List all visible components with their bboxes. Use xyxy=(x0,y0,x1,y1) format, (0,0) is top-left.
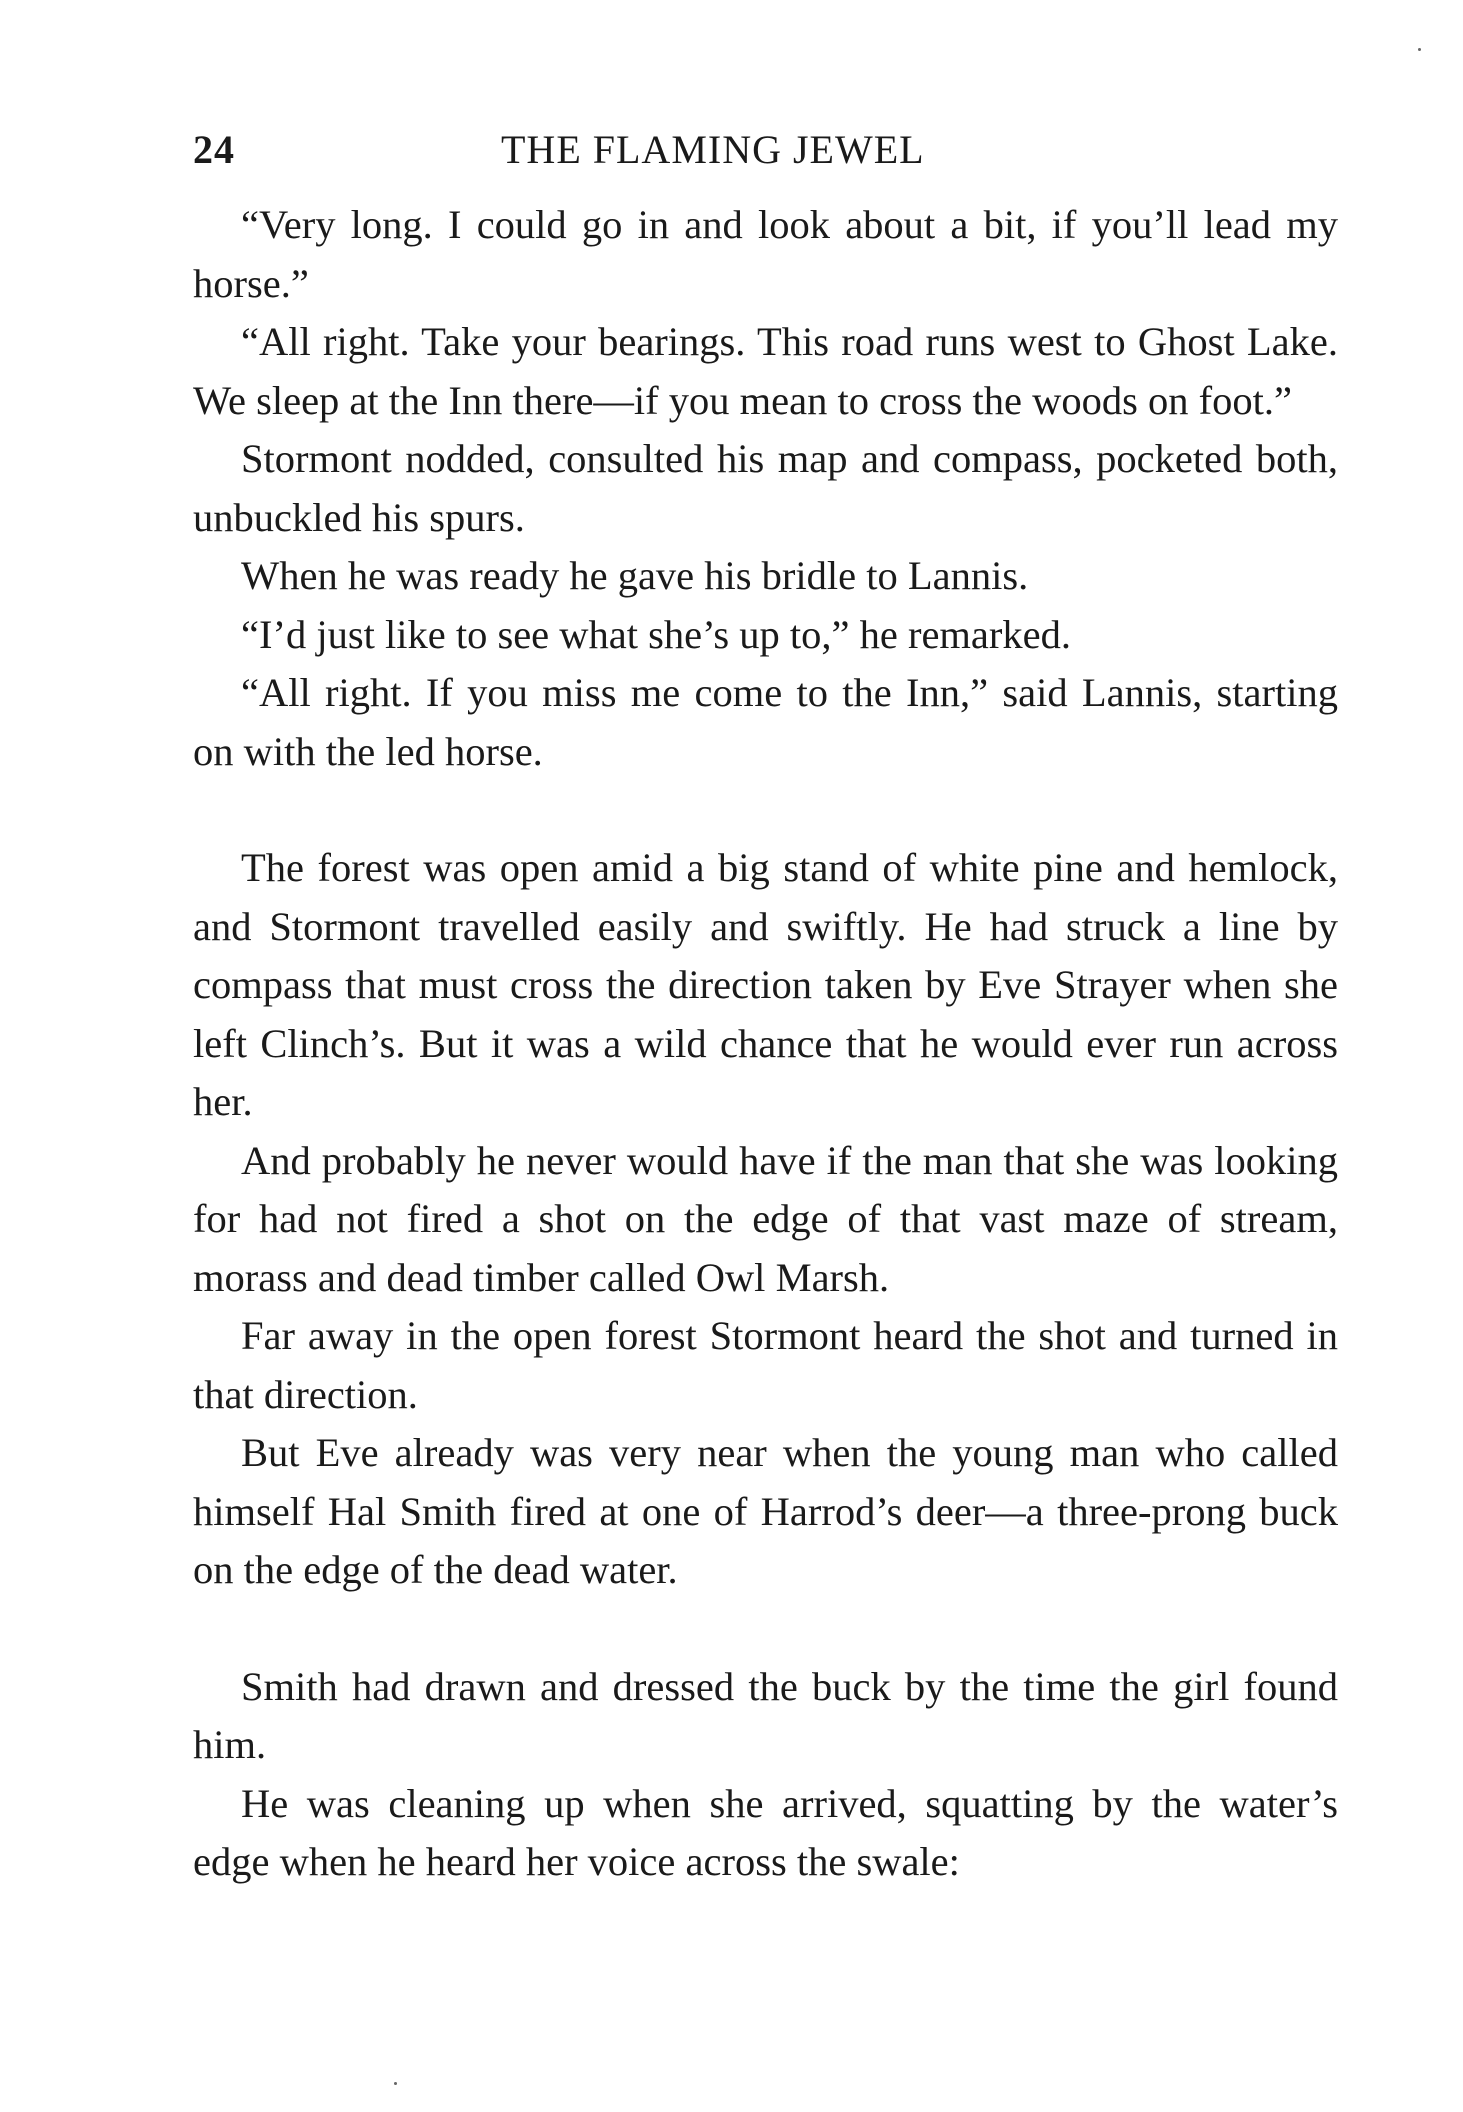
paragraph: “I’d just like to see what she’s up to,” he remarked. xyxy=(241,611,1071,657)
paragraph: “All right. Take your bearings. This road runs west to Ghost Lake. We sleep at the Inn there—if you mean to cross the woods on foot.” xyxy=(193,319,1338,423)
book-title: THE FLAMING JEWEL xyxy=(501,127,925,172)
paragraph: Stormont nodded, consulted his map and compass, pocketed both, unbuckled his spurs. xyxy=(193,436,1338,540)
page-number: 24 xyxy=(193,127,235,172)
paragraph: Far away in the open forest Stormont heard the shot and turned in that direction. xyxy=(193,1313,1338,1417)
paragraph: “Very long. I could go in and look about a bit, if you’ll lead my horse.” xyxy=(193,202,1338,306)
paragraph: Smith had drawn and dressed the buck by the time the girl found him. xyxy=(193,1663,1338,1767)
paragraph: He was cleaning up when she arrived, squatting by the water’s edge when he heard her voice across the swale: xyxy=(193,1780,1338,1884)
paragraph: The forest was open amid a big stand of white pine and hemlock, and Stormont travelled easily and swiftly. He had struck a line by compass that must cross the direction taken by Eve Strayer when she left Clinch’s. But it was a wild chance that he would ever run across her. xyxy=(193,845,1338,1124)
paragraph: When he was ready he gave his bridle to Lannis. xyxy=(241,553,1029,598)
paragraph: “All right. If you miss me come to the Inn,” said Lannis, starting on with the led horse. xyxy=(193,670,1338,774)
paragraph: But Eve already was very near when the young man who called himself Hal Smith fired at one of Harrod’s deer—a three-prong buck on the edge of the dead water. xyxy=(193,1430,1338,1592)
print-speck xyxy=(1418,48,1421,51)
body-text xyxy=(193,196,1338,1892)
paragraph: And probably he never would have if the man that she was looking for had not fired a shot on the edge of that vast maze of stream, morass and dead timber called Owl Marsh. xyxy=(193,1137,1338,1300)
running-head xyxy=(193,120,1338,180)
print-speck xyxy=(394,2082,397,2085)
